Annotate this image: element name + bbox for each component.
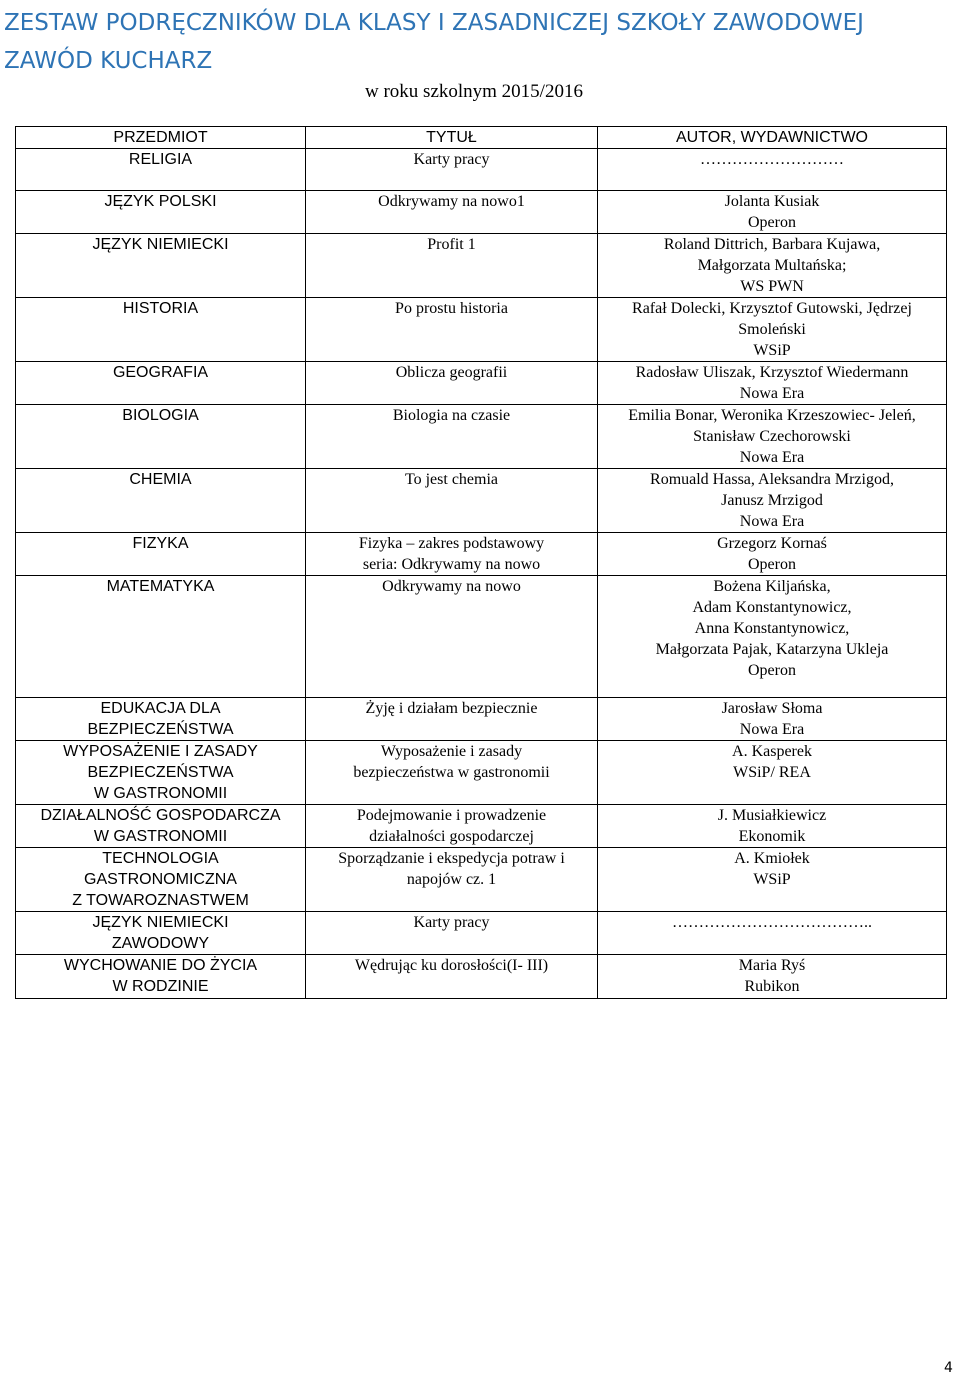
title-cell-line: Biologia na czasie [392,407,511,424]
author-cell [598,698,947,741]
page-number: 4 [944,1360,953,1376]
author-cell-line: Nowa Era [739,513,805,530]
title-cell-line: bezpieczeństwa w gastronomii [353,764,550,781]
title-cell [306,298,598,362]
title-cell-line: Karty pracy [413,151,490,168]
header-author: AUTOR, WYDAWNICTWO [598,127,947,149]
author-cell-line: WSiP [753,871,791,888]
author-cell-line: Anna Konstantynowicz, [694,620,850,637]
author-cell [598,362,947,405]
title-cell [306,805,598,848]
title-line-1: ZESTAW PODRĘCZNIKÓW DLA KLASY I ZASADNICZEJ SZKOŁY ZAWODOWEJ [4,10,864,36]
title-cell [306,848,598,912]
author-cell-line: WSiP [753,342,791,359]
subject-cell-line: BEZPIECZEŃSTWA [87,764,234,781]
author-cell-line: Bożena Kiljańska, [713,578,831,595]
table-row [16,405,947,469]
author-cell-line: Emilia Bonar, Weronika Krzeszowiec- Jeleń, [628,407,916,424]
title-cell-line: napojów cz. 1 [406,871,497,888]
author-cell-line: Małgorzata Multańska; [697,257,847,274]
author-cell-line: Romuald Hassa, Aleksandra Mrzigod, [650,471,894,488]
subject-cell-line: CHEMIA [129,471,192,488]
author-cell-line: ……………………………….. [672,914,872,931]
subject-cell [16,576,306,698]
author-cell [598,912,947,955]
title-cell [306,698,598,741]
school-year: w roku szkolnym 2015/2016 [365,81,583,102]
subject-cell-line: DZIAŁALNOŚĆ GOSPODARCZA [40,807,281,824]
title-cell [306,955,598,999]
table-row [16,848,947,912]
author-cell-line: Radosław Uliszak, Krzysztof Wiedermann [635,364,909,381]
author-cell-line: A. Kmiołek [734,850,810,867]
author-cell [598,191,947,234]
title-cell-line: Fizyka – zakres podstawowy [358,535,545,552]
title-cell-line: Profit 1 [427,236,476,253]
author-cell-line: WS PWN [740,278,804,295]
title-cell-line: Wędrując ku dorosłości(I- III) [354,957,549,974]
table-row [16,149,947,191]
author-cell-line: Małgorzata Pajak, Katarzyna Ukleja [655,641,889,658]
title-cell [306,191,598,234]
table-row [16,955,947,999]
subject-cell-line: WYCHOWANIE DO ŻYCIA [63,957,258,974]
author-cell-line: WSiP/ REA [733,764,811,781]
author-cell-line: Nowa Era [739,721,805,738]
title-cell-line: działalności gospodarczej [369,828,534,845]
title-cell [306,533,598,576]
subject-cell-line: WYPOSAŻENIE I ZASADY [63,743,258,760]
title-cell [306,912,598,955]
author-cell-line: Operon [748,556,796,573]
subject-cell [16,698,306,741]
author-cell-line: ……………………… [700,151,844,168]
title-cell [306,362,598,405]
author-cell-line: Operon [748,214,796,231]
author-cell [598,576,947,698]
author-cell-line: J. Musiałkiewicz [717,807,827,824]
author-cell-line: A. Kasperek [732,743,812,760]
author-cell-line: Stanisław Czechorowski [693,428,851,445]
table-row [16,234,947,298]
subject-cell-line: BIOLOGIA [122,407,199,424]
author-cell-line: Nowa Era [739,385,805,402]
title-cell [306,576,598,698]
subject-cell [16,912,306,955]
subject-cell [16,191,306,234]
title-cell [306,469,598,533]
table-row [16,362,947,405]
author-cell [598,149,947,191]
author-cell-line: Smoleński [738,321,806,338]
subject-cell-line: JĘZYK POLSKI [104,193,217,210]
table-row [16,191,947,234]
subject-cell [16,741,306,805]
title-cell-line: Oblicza geografii [395,364,508,381]
author-cell-line: Jolanta Kusiak [724,193,820,210]
author-cell-line: Adam Konstantynowicz, [692,599,852,616]
title-cell-line: Żyję i działam bezpiecznie [365,700,538,717]
subject-cell [16,469,306,533]
header-subject: PRZEDMIOT [16,127,306,149]
author-cell-line: Nowa Era [739,449,805,466]
subject-cell-line: EDUKACJA DLA [100,700,221,717]
subject-cell-line: TECHNOLOGIA [102,850,219,867]
title-cell-line: Wyposażenie i zasady [380,743,523,760]
author-cell-line: Maria Ryś [738,957,806,974]
author-cell-line: Roland Dittrich, Barbara Kujawa, [663,236,881,253]
author-cell-line: Operon [748,662,796,679]
subject-cell [16,955,306,999]
author-cell-line: Ekonomik [738,828,806,845]
title-cell [306,149,598,191]
author-cell [598,955,947,999]
subject-cell-line: JĘZYK NIEMIECKI [92,914,229,931]
subject-cell [16,805,306,848]
subject-cell-line: W GASTRONOMII [93,828,228,845]
author-cell-line: Rafał Dolecki, Krzysztof Gutowski, Jędrzej [632,300,912,317]
author-cell-line: Rubikon [744,978,800,995]
title-cell-line: Po prostu historia [395,300,508,317]
author-cell [598,533,947,576]
subject-cell-line: FIZYKA [132,535,189,552]
textbook-table [15,126,947,999]
table-header-row [16,127,947,149]
title-line-2: ZAWÓD KUCHARZ [4,48,213,74]
author-cell [598,741,947,805]
title-cell-line: Odkrywamy na nowo1 [378,193,525,210]
table-row [16,805,947,848]
subject-cell [16,149,306,191]
author-cell [598,848,947,912]
subject-cell [16,298,306,362]
subject-cell-line: GEOGRAFIA [112,364,209,381]
subject-cell-line: JĘZYK NIEMIECKI [92,236,229,253]
author-cell-line: Grzegorz Kornaś [717,535,827,552]
author-cell [598,298,947,362]
table-row [16,576,947,698]
table-body [16,149,947,999]
author-cell [598,805,947,848]
title-cell-line: To jest chemia [404,471,499,488]
title-cell-line: Karty pracy [413,914,490,931]
table-row [16,469,947,533]
document-title [4,4,944,80]
table-row [16,533,947,576]
header-title: TYTUŁ [306,127,598,149]
subject-cell [16,234,306,298]
table-row [16,741,947,805]
subject-cell-line: GASTRONOMICZNA [84,871,237,888]
table-row [16,298,947,362]
subject-cell-line: W GASTRONOMII [93,785,228,802]
title-cell [306,234,598,298]
author-cell [598,234,947,298]
title-cell [306,405,598,469]
author-cell-line: Jarosław Słoma [721,700,823,717]
subject-cell [16,848,306,912]
subject-cell [16,533,306,576]
table-row [16,912,947,955]
subject-cell-line: BEZPIECZEŃSTWA [87,721,234,738]
subject-cell-line: HISTORIA [122,300,199,317]
title-cell-line: Sporządzanie i ekspedycja potraw i [338,850,565,867]
subject-cell [16,405,306,469]
title-cell [306,741,598,805]
author-cell [598,405,947,469]
subject-cell-line: Z TOWAROZNASTWEM [72,892,249,909]
title-cell-line: Odkrywamy na nowo [382,578,521,595]
author-cell-line: Janusz Mrzigod [721,492,823,509]
subject-cell-line: W RODZINIE [112,978,209,995]
subject-cell [16,362,306,405]
title-cell-line: Podejmowanie i prowadzenie [356,807,547,824]
table-row [16,698,947,741]
title-cell-line: seria: Odkrywamy na nowo [362,556,541,573]
subject-cell-line: ZAWODOWY [111,935,210,952]
subject-cell-line: RELIGIA [128,151,193,168]
author-cell [598,469,947,533]
subject-cell-line: MATEMATYKA [106,578,215,595]
